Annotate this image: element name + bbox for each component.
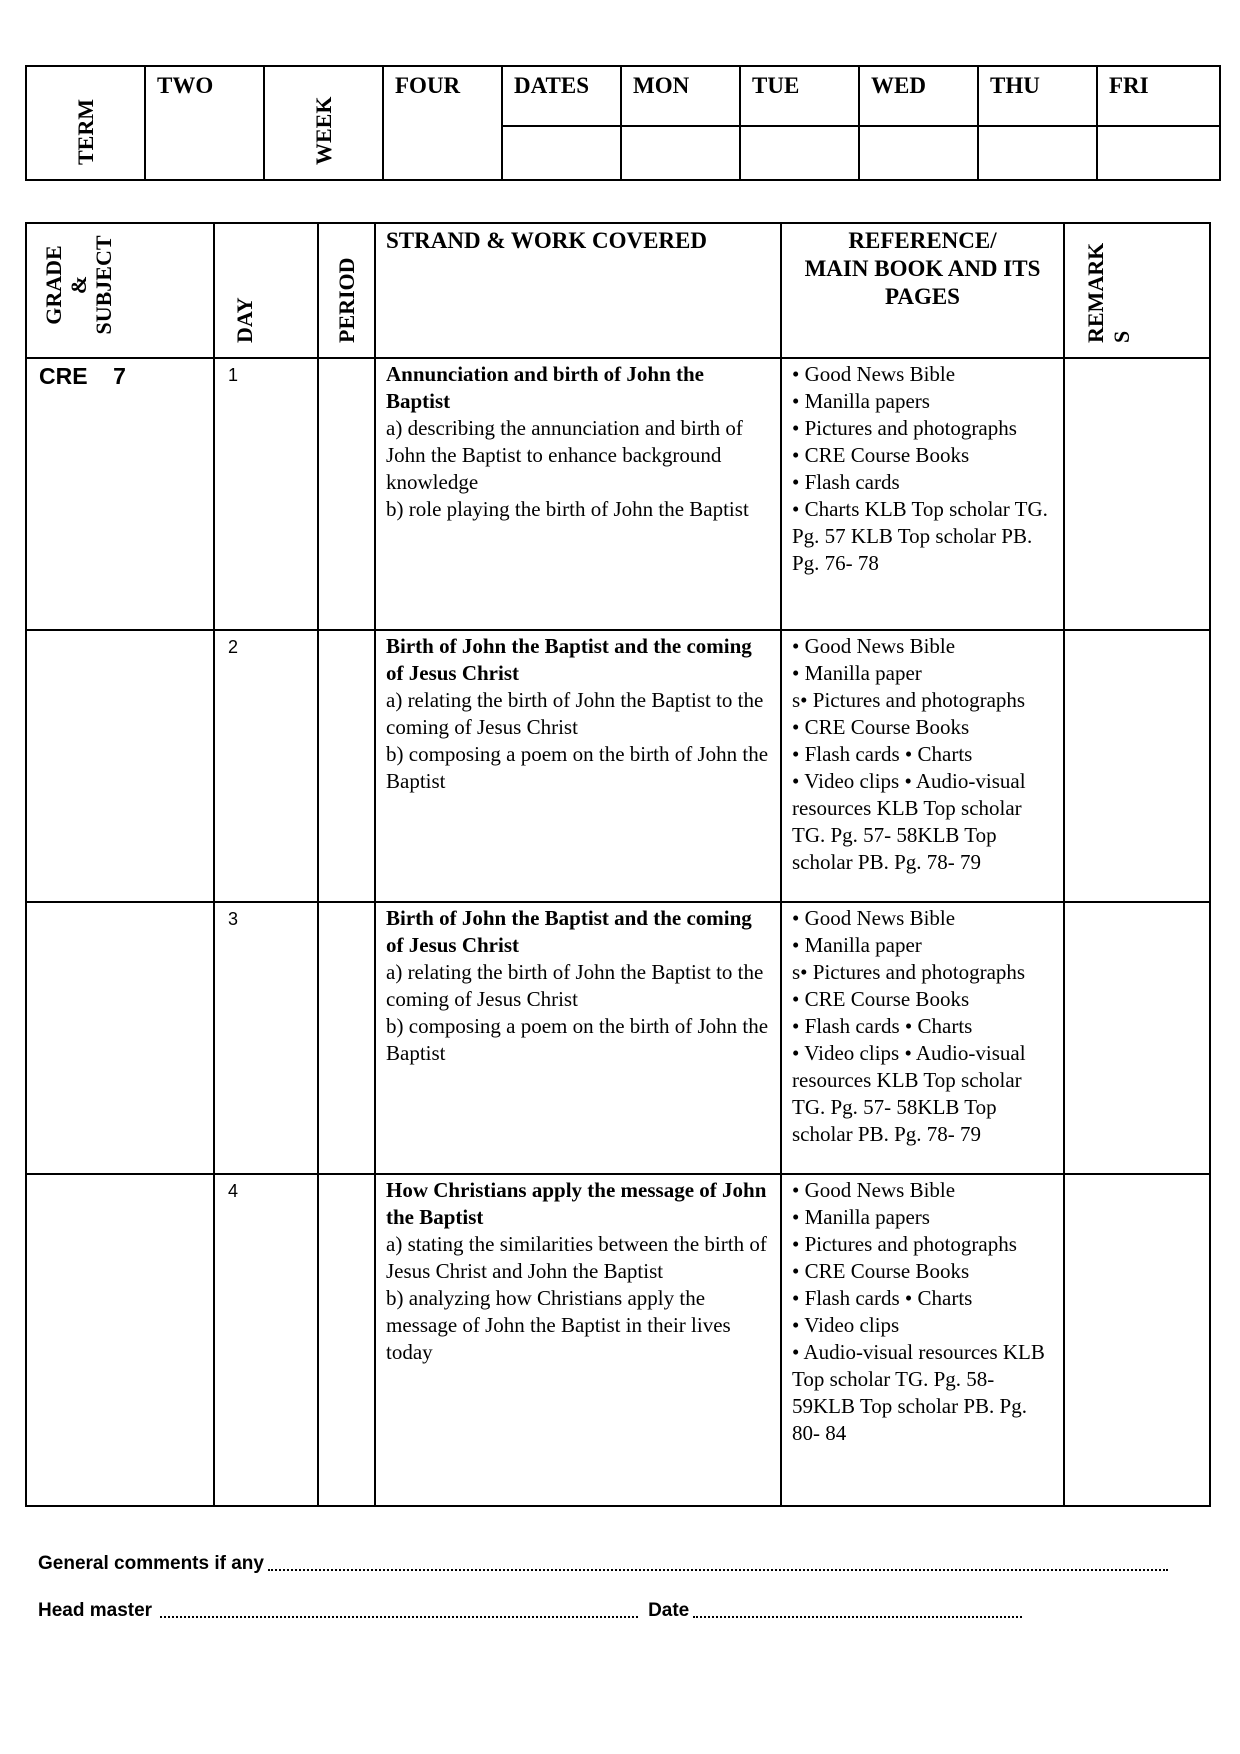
grade-cell (26, 630, 214, 902)
day-cell: 4 (214, 1174, 318, 1506)
head-master-line (38, 1600, 1022, 1622)
general-comments-line (38, 1553, 1168, 1575)
term-label: TERM (72, 99, 98, 165)
reference-header-line-1: REFERENCE/ (848, 228, 997, 253)
date-fri-cell (1097, 126, 1220, 180)
lesson-plan-table (25, 222, 1211, 1507)
reference-header (781, 223, 1064, 358)
plan-row (26, 902, 1210, 1174)
reference-cell: • Good News Bible • Manilla paper s• Pictures and photographs • CRE Course Books • Flash cards • Charts • Video clips • Audio-visual resources KLB Top scholar TG. Pg. 57- 58KLB Top scholar PB. Pg. 78- 79 (781, 630, 1064, 902)
day-tue: TUE (740, 66, 859, 126)
day-fri: FRI (1097, 66, 1220, 126)
day-header-cell (214, 223, 318, 358)
remarks-header-cell (1064, 223, 1210, 358)
remarks-cell (1064, 902, 1210, 1174)
reference-header-line-3: PAGES (885, 284, 960, 309)
remarks-header-line-2: S (1109, 330, 1134, 343)
grade-cell: CRE 7 (26, 358, 214, 630)
strand-cell (375, 902, 781, 1174)
head-master-label: Head master (38, 1600, 153, 1621)
plan-row (26, 1174, 1210, 1506)
term-value: TWO (145, 66, 264, 180)
period-cell (318, 358, 375, 630)
day-thu: THU (978, 66, 1097, 126)
period-header-cell (318, 223, 375, 358)
reference-header-line-2: MAIN BOOK AND ITS (804, 256, 1041, 281)
strand-body: a) stating the similarities between the birth of Jesus Christ and John the Baptist b) analyzing how Christians apply the message of John the Baptist in their lives today (386, 1232, 767, 1364)
subject-header-line: SUBJECT (91, 235, 116, 335)
strand-title: Birth of John the Baptist and the coming of Jesus Christ (386, 906, 752, 957)
day-cell: 3 (214, 902, 318, 1174)
date-wed-cell (859, 126, 978, 180)
head-master-field[interactable] (160, 1615, 638, 1618)
date-tue-cell (740, 126, 859, 180)
reference-cell: • Good News Bible • Manilla paper s• Pictures and photographs • CRE Course Books • Flash cards • Charts • Video clips • Audio-visual resources KLB Top scholar TG. Pg. 57- 58KLB Top scholar PB. Pg. 78- 79 (781, 902, 1064, 1174)
term-label-cell (26, 66, 145, 180)
strand-body: a) relating the birth of John the Baptist to the coming of Jesus Christ b) composing a poem on the birth of John the Baptist (386, 960, 769, 1065)
strand-cell (375, 1174, 781, 1506)
remarks-cell (1064, 630, 1210, 902)
plan-row (26, 630, 1210, 902)
remarks-header-line-1: REMARK (1083, 242, 1108, 343)
term-week-table (25, 65, 1221, 181)
remarks-cell (1064, 358, 1210, 630)
and-header-line: & (66, 275, 91, 295)
week-value: FOUR (383, 66, 502, 180)
period-header: PERIOD (333, 257, 359, 343)
strand-title: Birth of John the Baptist and the coming of Jesus Christ (386, 634, 752, 685)
week-label: WEEK (310, 96, 336, 165)
reference-cell: • Good News Bible • Manilla papers • Pictures and photographs • CRE Course Books • Flash cards • Charts KLB Top scholar TG. Pg. 57 KLB Top scholar PB. Pg. 76- 78 (781, 358, 1064, 630)
general-comments-label: General comments if any (38, 1553, 264, 1574)
strand-body: a) describing the annunciation and birth of John the Baptist to enhance background knowledge b) role playing the birth of John the Baptist (386, 416, 749, 521)
grade-cell (26, 1174, 214, 1506)
strand-title: Annunciation and birth of John the Baptist (386, 362, 705, 413)
period-cell (318, 902, 375, 1174)
date-field[interactable] (693, 1615, 1022, 1618)
date-thu-cell (978, 126, 1097, 180)
strand-body: a) relating the birth of John the Baptist to the coming of Jesus Christ b) composing a poem on the birth of John the Baptist (386, 688, 769, 793)
reference-cell: • Good News Bible • Manilla papers • Pictures and photographs • CRE Course Books • Flash cards • Charts • Video clips • Audio-visual resources KLB Top scholar TG. Pg. 58- 59KLB Top scholar PB. Pg. 80- 84 (781, 1174, 1064, 1506)
grade-cell (26, 902, 214, 1174)
day-cell: 2 (214, 630, 318, 902)
strand-cell (375, 630, 781, 902)
grade-subject-header (26, 223, 214, 358)
grade-header-line: GRADE (41, 245, 66, 325)
day-mon: MON (621, 66, 740, 126)
general-comments-field[interactable] (268, 1568, 1168, 1571)
strand-cell (375, 358, 781, 630)
dates-cell-blank (502, 126, 621, 180)
day-header: DAY (232, 297, 257, 343)
day-cell: 1 (214, 358, 318, 630)
remarks-cell (1064, 1174, 1210, 1506)
period-cell (318, 1174, 375, 1506)
day-wed: WED (859, 66, 978, 126)
strand-header: STRAND & WORK COVERED (375, 223, 781, 358)
date-mon-cell (621, 126, 740, 180)
strand-title: How Christians apply the message of John the Baptist (386, 1178, 767, 1229)
date-label: Date (648, 1600, 690, 1621)
plan-header-row (26, 223, 1210, 358)
plan-row (26, 358, 1210, 630)
week-label-cell (264, 66, 383, 180)
dates-label: DATES (502, 66, 621, 126)
period-cell (318, 630, 375, 902)
